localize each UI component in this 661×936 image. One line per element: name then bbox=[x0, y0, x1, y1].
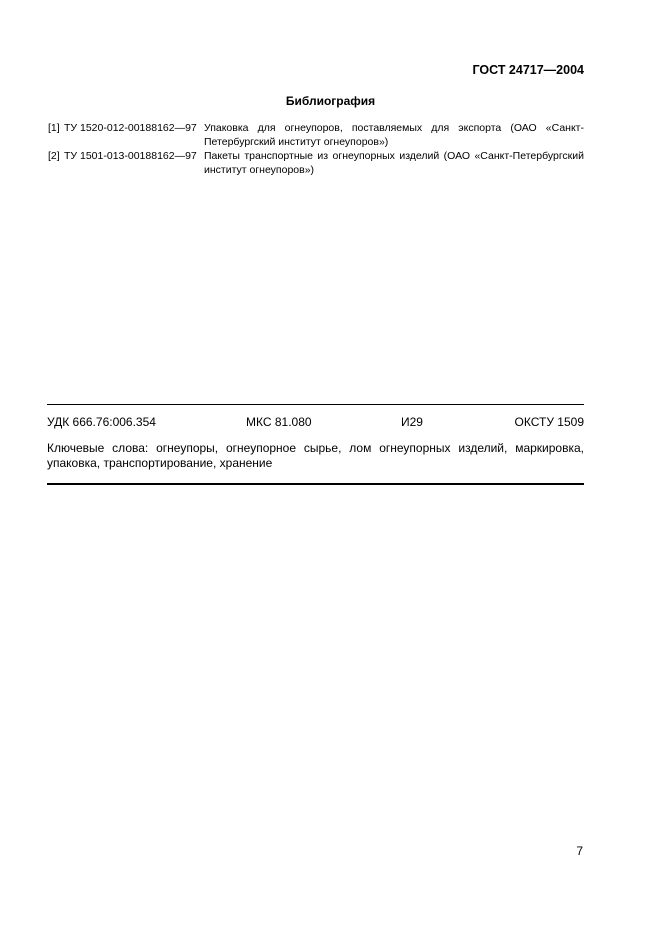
entry-number: [1] bbox=[48, 122, 60, 134]
bibliography-entry bbox=[48, 121, 588, 151]
entry-code: ТУ 1520-012-00188162—97 bbox=[64, 122, 197, 134]
entry-description: Упаковка для огнеупоров, поставляемых для экспорта (ОАО «Санкт-Петербургский институт огнеупоров») bbox=[204, 122, 584, 148]
standard-number: ГОСТ 24717—2004 bbox=[472, 63, 584, 77]
okstu-code: ОКСТУ 1509 bbox=[514, 415, 584, 429]
divider-bottom bbox=[47, 483, 584, 485]
mks-code: МКС 81.080 bbox=[246, 415, 312, 429]
udk-code: УДК 666.76:006.354 bbox=[47, 415, 156, 429]
divider-top bbox=[47, 404, 584, 405]
group-code: И29 bbox=[401, 415, 423, 429]
entry-number: [2] bbox=[48, 150, 60, 162]
keywords: Ключевые слова: огнеупоры, огнеупорное сырье, лом огнеупорных изделий, маркировка, упаковка, транспортирование, хранение bbox=[47, 441, 584, 470]
bibliography-entry bbox=[48, 149, 588, 179]
entry-code: ТУ 1501-013-00188162—97 bbox=[64, 150, 197, 162]
bibliography-title: Библиография bbox=[285, 94, 376, 108]
entry-description: Пакеты транспортные из огнеупорных изделий (ОАО «Санкт-Петербургский институт огнеупоров») bbox=[204, 150, 584, 176]
page-number: 7 bbox=[576, 844, 583, 858]
